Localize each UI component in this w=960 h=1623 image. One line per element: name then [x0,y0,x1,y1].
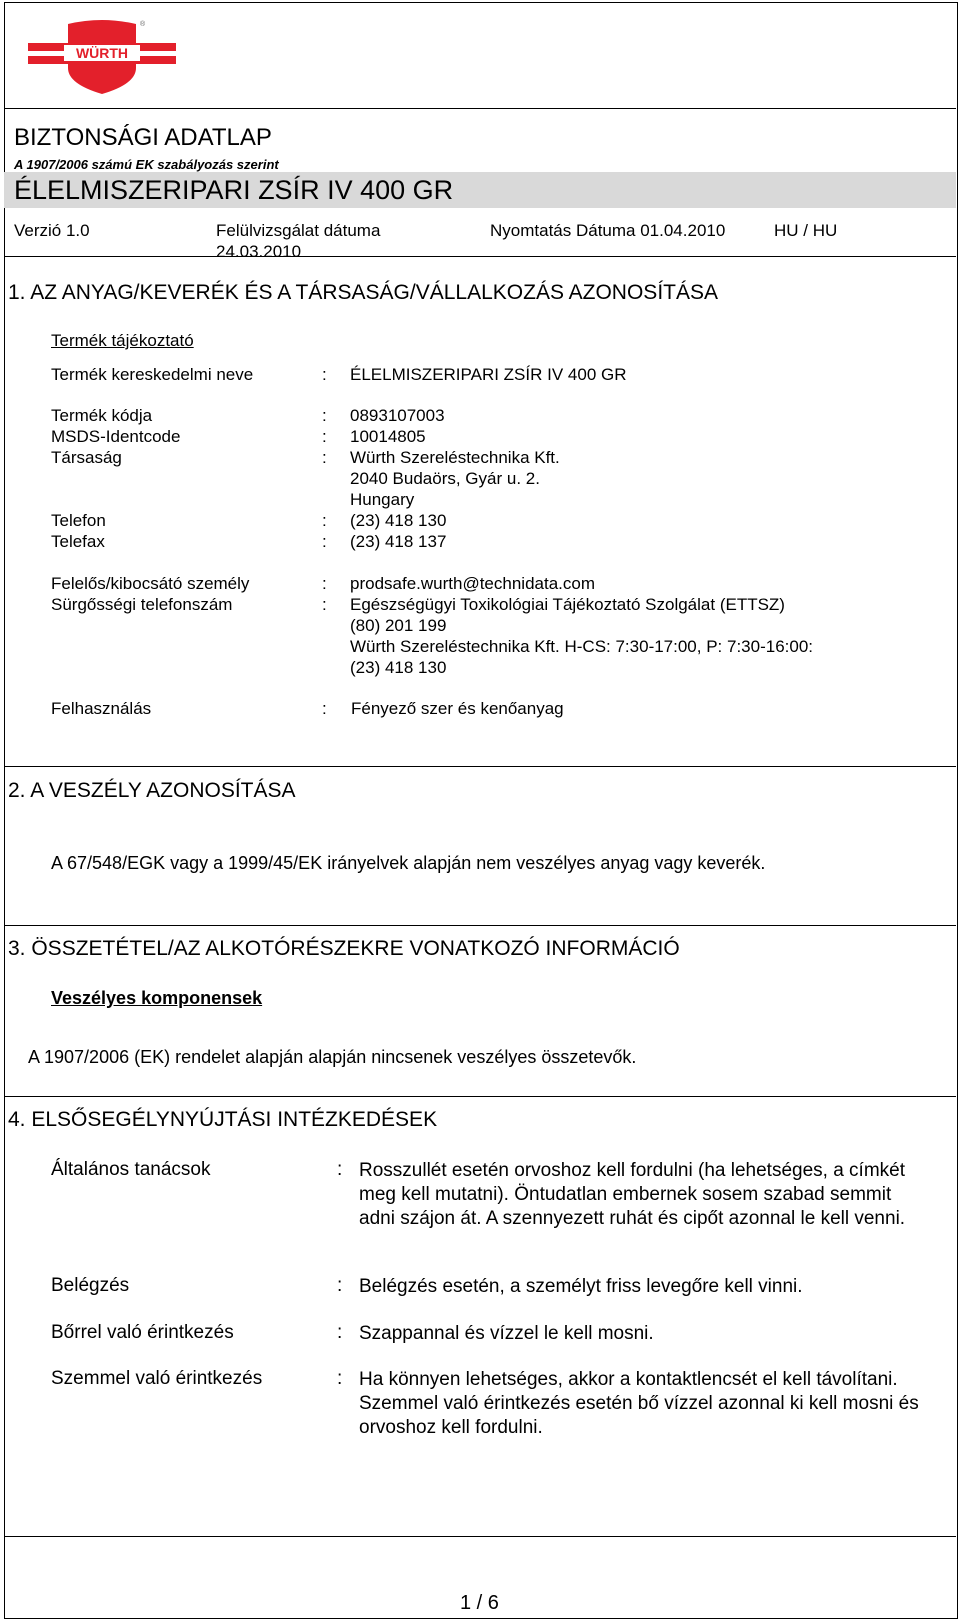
hazardous-components-subheading: Veszélyes komponensek [51,988,263,1008]
field-value-responsible-email: prodsafe.wurth@technidata.com [350,574,595,593]
field-label-product-code: Termék kódja [51,406,153,425]
field-value-msds-identcode: 10014805 [350,427,426,446]
field-label-fax: Telefax [51,532,105,551]
field-value-company-name: Würth Szereléstechnika Kft. [350,448,560,467]
field-value-fax: (23) 418 137 [350,532,447,551]
first-aid-label-inhalation: Belégzés [51,1275,130,1296]
section-3-text: A 1907/2006 (EK) rendelet alapján alapján nincsenek veszélyes összetevők. [28,1047,637,1067]
revision-date: 24.03.2010 [216,242,302,261]
field-colon: : [322,406,327,425]
field-colon: : [337,1368,343,1389]
field-colon: : [322,532,327,551]
field-label-phone: Telefon [51,511,106,530]
section-1-title: 1. AZ ANYAG/KEVERÉK ÉS A TÁRSASÁG/VÁLLALKOZÁS AZONOSÍTÁSA [8,281,719,304]
field-colon: : [322,595,327,614]
field-label-company: Társaság [51,448,122,467]
first-aid-value-eye: Ha könnyen lehetséges, akkor a kontaktlencsét el kell távolítani. Szemmel való érintkezés esetén bő vízzel azonnal ki kell mosni és orvoshoz kell fordulni. [359,1369,919,1438]
document-subtitle: A 1907/2006 számú EK szabályozás szerint [14,157,279,172]
field-value-emergency-line-3: Würth Szereléstechnika Kft. H-CS: 7:30-17:00, P: 7:30-16:00: [350,637,814,656]
section-2-text: A 67/548/EGK vagy a 1999/45/EK irányelvek alapján nem veszélyes anyag vagy keverék. [51,853,766,873]
svg-text:WÜRTH: WÜRTH [75,45,129,61]
field-value-usage: Fényező szer és kenőanyag [351,699,564,718]
field-label-emergency-phone: Sürgősségi telefonszám [51,595,233,614]
field-colon: : [322,427,327,446]
first-aid-value-inhalation: Belégzés esetén, a személyt friss levegőre kell vinni. [359,1276,803,1297]
first-aid-value-skin: Szappannal és vízzel le kell mosni. [359,1323,654,1344]
field-value-phone: (23) 418 130 [350,511,447,530]
field-colon: : [337,1159,343,1180]
section-4-title: 4. ELSŐSEGÉLYNYÚJTÁSI INTÉZKEDÉSEK [8,1108,438,1131]
field-label-responsible-person: Felelős/kibocsátó személy [51,574,250,593]
product-info-subheading: Termék tájékoztató [51,331,194,350]
field-label-msds-identcode: MSDS-Identcode [51,427,181,446]
language: HU / HU [774,221,838,240]
field-colon: : [322,699,327,718]
section-3-title: 3. ÖSSZETÉTEL/AZ ALKOTÓRÉSZEKRE VONATKOZÓ INFORMÁCIÓ [8,937,680,960]
first-aid-label-general: Általános tanácsok [51,1159,211,1180]
product-title: ÉLELMISZERIPARI ZSÍR IV 400 GR [14,175,454,205]
svg-text:®: ® [140,21,146,28]
field-value-trade-name: ÉLELMISZERIPARI ZSÍR IV 400 GR [350,365,627,384]
field-value-emergency-line-2: (80) 201 199 [350,616,447,635]
field-value-product-code: 0893107003 [350,406,445,425]
field-value-emergency-line-1: Egészségügyi Toxikológiai Tájékoztató Szolgálat (ETTSZ) [350,595,785,614]
field-colon: : [322,365,327,384]
first-aid-value-general: Rosszullét esetén orvoshoz kell fordulni (ha lehetséges, a címkét meg kell mutatni). Öntudatlan embernek sosem szabad semmit adni szájon át. A szennyezett ruhát és cipőt azonnal le kell venni. [359,1160,906,1229]
version: Verzió 1.0 [14,221,90,240]
first-aid-label-eye: Szemmel való érintkezés [51,1368,263,1389]
field-colon: : [322,448,327,467]
document-title: BIZTONSÁGI ADATLAP [14,124,272,151]
field-value-emergency-line-4: (23) 418 130 [350,658,447,677]
revision-label: Felülvizsgálat dátuma [216,221,381,240]
field-value-company-address: 2040 Budaörs, Gyár u. 2. [350,469,540,488]
field-label-trade-name: Termék kereskedelmi neve [51,365,254,384]
field-colon: : [322,511,327,530]
section-2-title: 2. A VESZÉLY AZONOSÍTÁSA [8,779,296,802]
first-aid-label-skin: Bőrrel való érintkezés [51,1322,234,1343]
wurth-logo [28,18,176,96]
field-colon: : [337,1275,343,1296]
page-number: 1 / 6 [460,1592,499,1614]
print-date: Nyomtatás Dátuma 01.04.2010 [490,221,726,240]
field-value-company-country: Hungary [350,490,415,509]
field-label-usage: Felhasználás [51,699,152,718]
field-colon: : [337,1322,343,1343]
field-colon: : [322,574,327,593]
